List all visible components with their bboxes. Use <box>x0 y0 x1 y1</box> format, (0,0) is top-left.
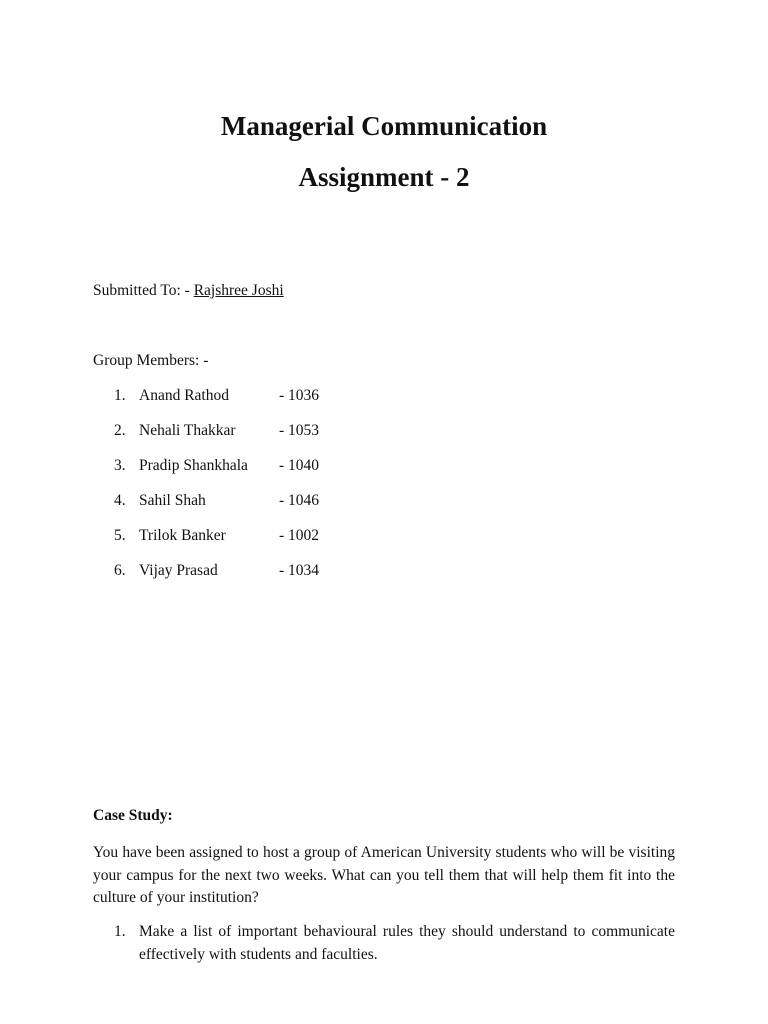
group-members-label: Group Members: - <box>93 352 209 369</box>
member-row <box>0 456 768 476</box>
member-roll-number: - 1002 <box>279 527 320 544</box>
member-roll-number: - 1036 <box>279 387 320 404</box>
member-row <box>0 421 768 441</box>
member-roll-number: - 1040 <box>279 457 320 474</box>
case-study-heading: Case Study: <box>93 807 173 824</box>
member-roll-number: - 1053 <box>279 422 320 439</box>
member-name: Vijay Prasad <box>139 562 218 579</box>
member-number: 2. <box>114 422 126 439</box>
member-roll-number: - 1046 <box>279 492 320 509</box>
member-number: 6. <box>114 562 126 579</box>
submitted-to-name: Rajshree Joshi <box>193 282 284 299</box>
member-number: 3. <box>114 457 126 474</box>
member-number: 1. <box>114 387 126 404</box>
document-title: Managerial Communication <box>220 111 548 141</box>
question-number: 1. <box>114 923 126 940</box>
member-number: 4. <box>114 492 126 509</box>
submitted-to <box>93 281 284 301</box>
assignment-subtitle: Assignment - 2 <box>298 162 470 192</box>
member-row <box>0 386 768 406</box>
member-name: Trilok Banker <box>139 527 226 544</box>
case-study-paragraph: You have been assigned to host a group of American University students who will be visiting your campus for the next two weeks. What can you tell them that will help them fit into the culture of your institution? <box>93 844 675 906</box>
member-row <box>0 526 768 546</box>
member-name: Nehali Thakkar <box>139 422 236 439</box>
member-number: 5. <box>114 527 126 544</box>
member-roll-number: - 1034 <box>279 562 320 579</box>
submitted-to-label: Submitted To: - <box>93 282 194 299</box>
member-name: Pradip Shankhala <box>139 457 248 474</box>
member-row <box>0 491 768 511</box>
member-name: Anand Rathod <box>139 387 229 404</box>
member-row <box>0 561 768 581</box>
question-text: Make a list of important behavioural rules they should understand to communicate effectively with students and faculties. <box>139 923 675 963</box>
member-name: Sahil Shah <box>139 492 206 509</box>
